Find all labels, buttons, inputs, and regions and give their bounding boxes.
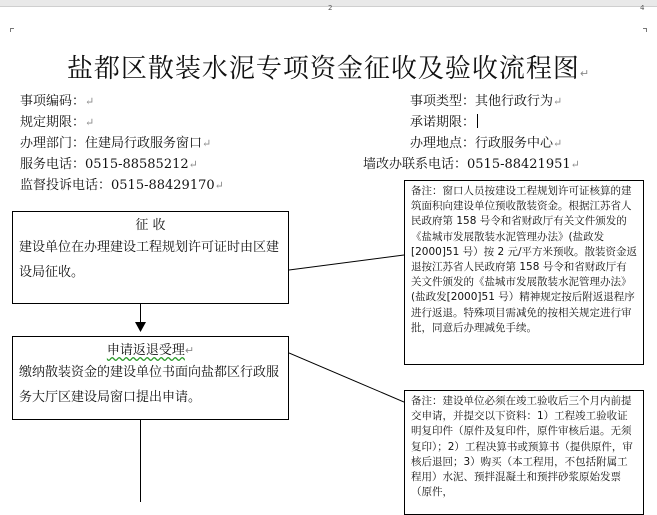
service-phone-text: 服务电话：0515-88585212 (20, 157, 189, 172)
complaint-phone-line[interactable] (20, 174, 224, 193)
refund-note-connector (289, 350, 404, 405)
collect-note-text: 备注：窗口人员按建设工程规划许可证核算的建筑面积向建设单位预收散装资金。根据江苏省人民政府第 158 号令和省财政厅有关文件颁发的《盐城市发展散装水泥管理办法》(盐政发[2000]51 号）按 2 元/平方米预收。散装资金返退按江苏省人民政府第 158 号令和省财政厅有关文件颁发的《盐城市发展散装水泥管理办法》(盐政发[2000]51 号）精神规定按后附返退程序进行返退。特殊项目需减免的按相关规定进行审批，同意后办理减免手续。 (411, 185, 638, 334)
department-text: 办理部门：住建局行政服务窗口 (20, 136, 203, 151)
promised-deadline-line[interactable] (410, 111, 478, 130)
collect-note-connector (289, 252, 404, 282)
item-type-text: 事项类型：其他行政行为 (410, 94, 554, 109)
flow-connector-line (140, 420, 141, 502)
refund-step-box[interactable] (12, 336, 289, 420)
collect-step-text: 建设单位在办理建设工程规划许可证时由区建设局征收。 (19, 240, 280, 280)
paragraph-mark-icon: ↵ (553, 137, 563, 150)
flow-arrow-down-icon (135, 322, 146, 332)
refund-step-text: 缴纳散装资金的建设单位书面向盐都区行政服务大厅区建设局窗口提出申请。 (19, 365, 280, 405)
paragraph-mark-icon: ↵ (553, 95, 563, 108)
title-text: 盐都区散装水泥专项资金征收及验收流程图 (66, 54, 580, 84)
legal-deadline-label: 规定期限： (20, 115, 86, 130)
paragraph-mark-icon: ↵ (202, 137, 212, 150)
complaint-phone-text: 监督投诉电话：0515-88429170 (20, 178, 215, 193)
ruler-mark: 2 (328, 4, 333, 12)
item-code-label: 事项编码： (20, 94, 86, 109)
paragraph-mark-icon: ↵ (579, 67, 591, 80)
refund-step-title: 申请返退受理↵ (106, 343, 195, 358)
location-text: 办理地点：行政服务中心 (410, 136, 554, 151)
refund-note-text: 备注：建设单位必须在竣工验收后三个月内前提交申请，并提交以下资料：1）工程竣工验收证明复印件（原件及复印件，原件审核后退。无须复印）；2）工程决算书或预算书（提供原件，审核后退回；3）购买（本工程用，不包括附属工程用）水泥、预拌混凝土和预拌砂浆原始发票（原件， (411, 395, 633, 499)
text-cursor (477, 114, 478, 128)
item-type-line[interactable] (410, 90, 562, 109)
paragraph-mark-icon: ↵ (85, 116, 95, 129)
legal-deadline-line[interactable] (20, 111, 94, 130)
promised-deadline-label: 承诺期限： (410, 115, 476, 130)
item-code-line[interactable] (20, 90, 94, 109)
department-line[interactable] (20, 132, 211, 151)
refund-note-box[interactable] (404, 390, 644, 515)
ruler-mark: 4 (640, 4, 645, 12)
wall-reform-phone-text: 墙改办联系电话：0515-88421951 (363, 157, 571, 172)
margin-corner-mark (643, 28, 647, 32)
paragraph-mark-icon: ↵ (85, 95, 95, 108)
location-line[interactable] (410, 132, 562, 151)
collect-step-box[interactable] (12, 211, 289, 304)
document-title[interactable] (0, 48, 657, 85)
paragraph-mark-icon: ↵ (188, 158, 198, 171)
margin-corner-mark (10, 28, 14, 32)
service-phone-line[interactable] (20, 153, 198, 172)
paragraph-mark-icon: ↵ (214, 179, 224, 192)
paragraph-mark-icon: ↵ (570, 158, 580, 171)
collect-note-box[interactable] (404, 180, 644, 365)
wall-reform-phone-line[interactable] (363, 153, 580, 172)
collect-step-title: 征 收 (135, 218, 166, 233)
